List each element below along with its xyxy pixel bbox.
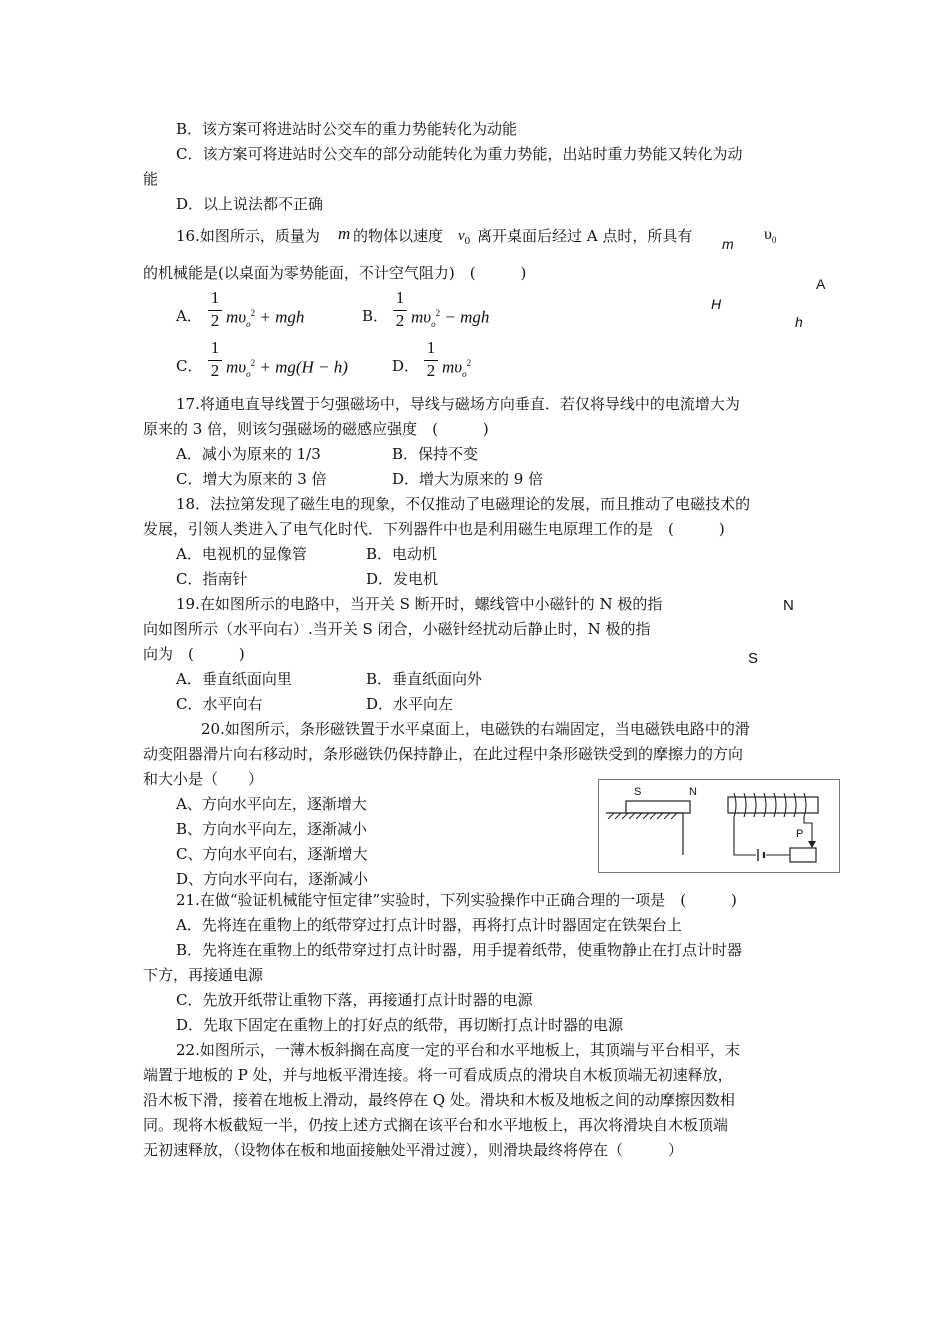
q18-option-b: B．电动机: [366, 545, 438, 563]
q16-mass-symbol: m: [338, 224, 351, 243]
q20-stem-line3: 和大小是（ ）: [143, 770, 264, 788]
fig16-velocity-label: $\upsilon_0$: [764, 226, 777, 246]
q19-stem-line3: 向为 ( ): [143, 645, 245, 663]
q18-stem-line1: 18．法拉第发现了磁生电的现象，不仅推动了电磁理论的发展，而且推动了电磁技术的: [176, 495, 751, 513]
q15-option-c-line1: C．该方案可将进站时公交车的部分动能转化为重力势能，出站时重力势能又转化为动: [176, 145, 743, 163]
fig16-height-h-label: h: [795, 314, 803, 330]
q17-option-c: C．增大为原来的 3 倍: [176, 470, 327, 488]
q22-stem-line1: 22.如图所示，一薄木板斜搁在高度一定的平台和水平地板上，其顶端与平台相平，末: [176, 1041, 740, 1059]
q22-stem-line5: 无初速释放，（设物体在板和地面接触处平滑过渡），则滑块最终将停在（ ）: [143, 1141, 684, 1159]
q15-option-c-line2: 能: [143, 170, 159, 188]
q20-stem-line1: 20.如图所示，条形磁铁置于水平桌面上，电磁铁的右端固定，当电磁铁电路中的滑: [201, 720, 750, 738]
q16-stem-part4: 的机械能是(以桌面为零势能面，不计空气阻力) ( ): [143, 264, 527, 282]
q21-option-d: D．先取下固定在重物上的打好点的纸带，再切断打点计时器的电源: [176, 1016, 624, 1034]
q17-option-d: D．增大为原来的 9 倍: [392, 470, 544, 488]
q20-option-b: B、方向水平向左，逐渐减小: [176, 820, 368, 838]
q21-stem: 21.在做“验证机械能守恒定律”实验时，下列实验操作中正确合理的一项是 ( ): [176, 891, 737, 909]
q17-stem-line2: 原来的 3 倍，则该匀强磁场的磁感应强度 ( ): [143, 420, 489, 438]
q16-option-b-label: B．: [362, 307, 389, 325]
q18-stem-line2: 发展，引领人类进入了电气化时代．下列器件中也是利用磁生电原理工作的是 ( ): [143, 520, 725, 538]
q16-option-c-expr: $m\upsilon_o^2 + mg(H - h)$: [226, 357, 348, 380]
q16-velocity-symbol: $v_0$: [458, 228, 471, 247]
fig16-mass-label: m: [722, 236, 734, 252]
q19-option-b: B．垂直纸面向外: [366, 670, 483, 688]
q19-stem-line1: 19.在如图所示的电路中，当开关 S 断开时，螺线管中小磁针的 N 极的指: [176, 595, 663, 613]
q20-option-d: D、方向水平向右，逐渐减小: [176, 870, 369, 888]
q16-option-a-fraction: $\frac{1}{2}$: [208, 288, 222, 331]
q21-option-b-line1: B．先将连在重物上的纸带穿过打点计时器，用手提着纸带，使重物静止在打点计时器: [176, 941, 743, 959]
fig20-south-label: S: [634, 786, 642, 798]
q15-option-b: B．该方案可将进站时公交车的重力势能转化为动能: [176, 120, 518, 138]
q16-option-c-fraction: $\frac{1}{2}$: [208, 338, 222, 381]
q17-stem-line1: 17.将通电直导线置于匀强磁场中，导线与磁场方向垂直．若仅将导线中的电流增大为: [176, 395, 740, 413]
q21-option-b-line2: 下方，再接通电源: [143, 966, 264, 984]
q20-option-c: C、方向水平向右，逐渐增大: [176, 845, 368, 863]
q18-option-c: C．指南针: [176, 570, 248, 588]
q22-stem-line2: 端置于地板的 P 处，并与地板平滑连接。将一可看成质点的滑块自木板顶端无初速释放，: [143, 1066, 733, 1084]
q20-option-a: A、方向水平向左，逐渐增大: [176, 795, 367, 813]
q17-option-b: B．保持不变: [392, 445, 479, 463]
q20-stem-line2: 动变阻器滑片向右移动时，条形磁铁仍保持静止，在此过程中条形磁铁受到的摩擦力的方向: [143, 745, 744, 763]
q16-stem-part1: 16.如图所示，质量为: [176, 227, 320, 245]
q18-option-a: A．电视机的显像管: [176, 545, 307, 563]
q21-option-c: C．先放开纸带让重物下落，再接通打点计时器的电源: [176, 991, 533, 1009]
q16-option-d-fraction: $\frac{1}{2}$: [424, 338, 438, 381]
q16-option-a-expr: $m\upsilon_o^2$ + mgh: [226, 307, 305, 330]
q19-option-c: C．水平向右: [176, 695, 263, 713]
q19-option-d: D．水平向左: [366, 695, 454, 713]
q21-option-a: A．先将连在重物上的纸带穿过打点计时器，再将打点计时器固定在铁架台上: [176, 916, 682, 934]
q16-option-d-expr: $m\upsilon_o^2$: [442, 357, 472, 380]
q15-option-d: D．以上说法都不正确: [176, 195, 324, 213]
fig19-north-label: N: [783, 597, 794, 614]
q16-stem-part2: 的物体以速度: [353, 227, 444, 245]
q22-stem-line3: 沿木板下滑，接着在地板上滑动，最终停在 Q 处。滑块和木板及地板之间的动摩擦因数相: [143, 1091, 735, 1109]
q19-stem-line2: 向如图所示（水平向右）.当开关 S 闭合，小磁针经扰动后静止时，N 极的指: [143, 620, 651, 638]
q17-option-a: A．减小为原来的 1/3: [176, 445, 321, 463]
fig19-south-label: S: [748, 650, 759, 667]
q16-stem-part3: 离开桌面后经过 A 点时，所具有: [477, 227, 693, 245]
q16-option-b-expr: $m\upsilon_o^2$ − mgh: [411, 307, 490, 330]
q19-option-a: A．垂直纸面向里: [176, 670, 292, 688]
fig20-north-label: N: [689, 786, 697, 798]
q16-option-c-label: C．: [176, 357, 203, 375]
q18-option-d: D．发电机: [366, 570, 439, 588]
q16-option-d-label: D．: [392, 357, 420, 375]
q16-option-a-label: A．: [176, 307, 202, 325]
q22-stem-line4: 同。现将木板截短一半，仍按上述方式搁在该平台和水平地板上，再次将滑块自木板顶端: [143, 1116, 729, 1134]
fig16-height-H-label: H: [711, 296, 722, 312]
fig20-slider-label: P: [796, 828, 804, 840]
fig16-point-a-label: A: [816, 276, 826, 292]
q16-option-b-fraction: $\frac{1}{2}$: [393, 288, 407, 331]
